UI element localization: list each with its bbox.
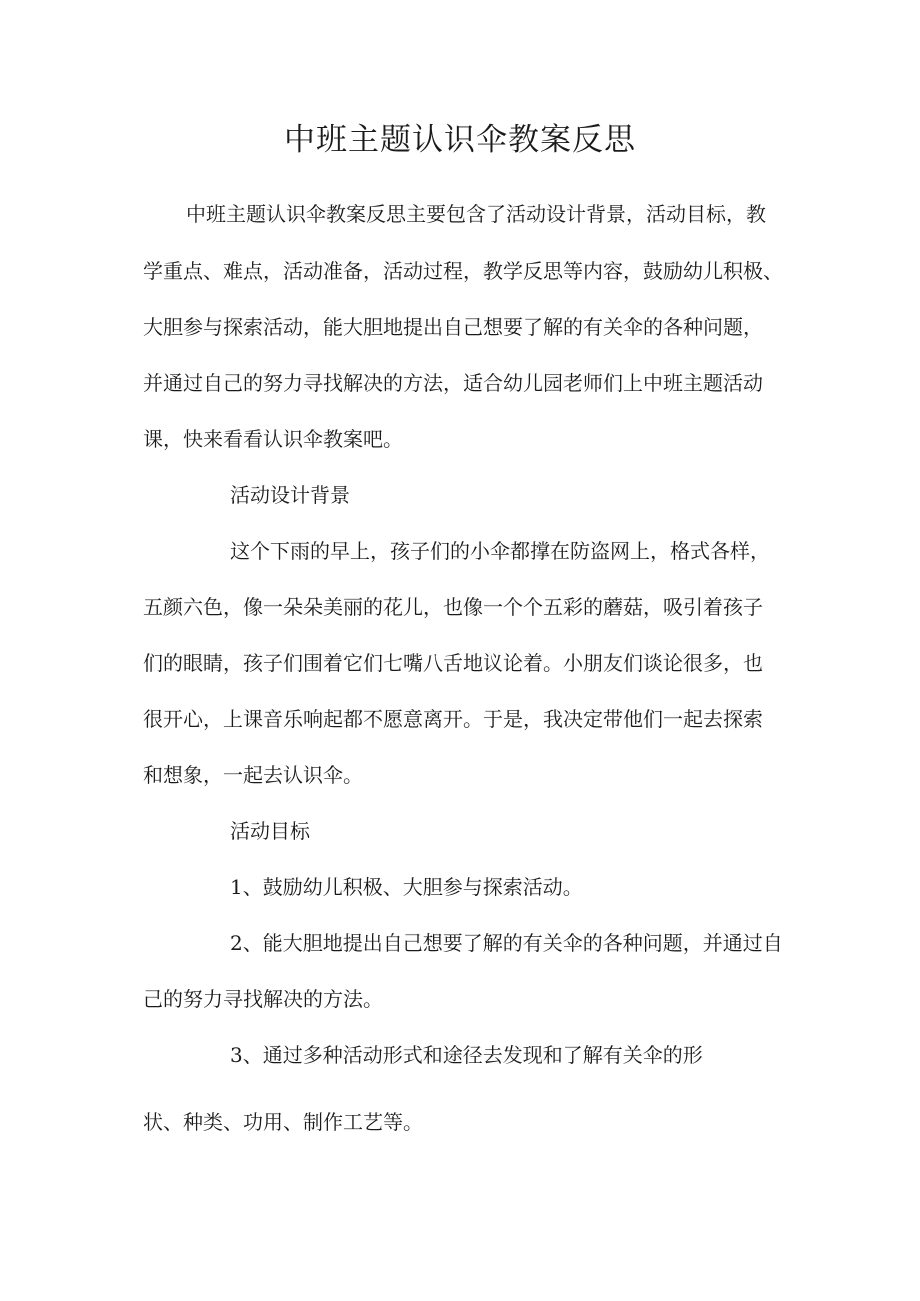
- intro-line: 大胆参与探索活动，能大胆地提出自己想要了解的有关伞的各种问题，: [143, 315, 763, 339]
- background-line: 和想象，一起去认识伞。: [143, 763, 363, 787]
- intro-line: 中班主题认识伞教案反思主要包含了活动设计背景，活动目标，教: [186, 202, 766, 226]
- background-line: 们的眼睛，孩子们围着它们七嘴八舌地议论着。小朋友们谈论很多，也: [143, 651, 763, 675]
- intro-line: 学重点、难点，活动准备，活动过程，教学反思等内容，鼓励幼儿积极、: [143, 259, 783, 283]
- background-line: 很开心，上课音乐响起都不愿意离开。于是，我决定带他们一起去探索: [143, 707, 763, 731]
- intro-line: 课，快来看看认识伞教案吧。: [143, 427, 403, 451]
- background-line: 五颜六色，像一朵朵美丽的花儿，也像一个个五彩的蘑菇，吸引着孩子: [143, 595, 763, 619]
- goal-item-2-continued: 己的努力寻找解决的方法。: [143, 987, 383, 1011]
- background-heading: 活动设计背景: [230, 483, 350, 507]
- goal-item-3-continued: 状、种类、功用、制作工艺等。: [143, 1110, 423, 1134]
- goal-item-1: 1、鼓励幼儿积极、大胆参与探索活动。: [230, 875, 583, 899]
- background-line: 这个下雨的早上，孩子们的小伞都撑在防盗网上，格式各样，: [230, 539, 770, 563]
- document-title: 中班主题认识伞教案反思: [284, 122, 636, 158]
- intro-line: 并通过自己的努力寻找解决的方法，适合幼儿园老师们上中班主题活动: [143, 371, 763, 395]
- goal-item-3: 3、通过多种活动形式和途径去发现和了解有关伞的形: [230, 1043, 703, 1067]
- goals-heading: 活动目标: [230, 819, 310, 843]
- goal-item-2: 2、能大胆地提出自己想要了解的有关伞的各种问题，并通过自: [230, 931, 783, 955]
